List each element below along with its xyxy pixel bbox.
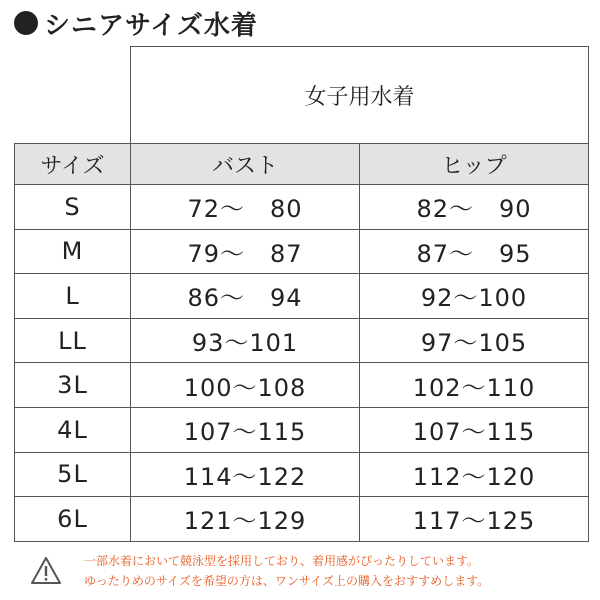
notice: [30, 548, 590, 594]
size-cell: 4L: [15, 407, 131, 452]
table-row: [15, 229, 589, 274]
hip-cell: 97～105: [360, 318, 589, 363]
size-cell: 5L: [15, 452, 131, 497]
bust-cell: 114～122: [131, 452, 360, 497]
hip-cell: 117～125: [360, 497, 589, 542]
table-row: [15, 363, 589, 408]
group-header: 女子用水着: [131, 47, 589, 144]
bullet-icon: [14, 11, 38, 35]
column-header-row: [15, 144, 589, 185]
bust-cell: 107～115: [131, 407, 360, 452]
table-row: [15, 185, 589, 230]
notice-line-1: 一部水着において競泳型を採用しており、着用感がぴったりしています。: [84, 554, 480, 568]
bust-cell: 93～101: [131, 318, 360, 363]
size-table: [14, 46, 589, 542]
hip-cell: 102～110: [360, 363, 589, 408]
size-cell: M: [15, 229, 131, 274]
size-cell: L: [15, 274, 131, 319]
size-cell: LL: [15, 318, 131, 363]
table-row: [15, 318, 589, 363]
table-row: [15, 452, 589, 497]
group-header-row: [15, 47, 589, 144]
size-cell: 6L: [15, 497, 131, 542]
page-title: [14, 6, 258, 40]
size-cell: 3L: [15, 363, 131, 408]
warning-icon: [30, 556, 62, 586]
blank-cell: [15, 47, 131, 144]
bust-cell: 79～ 87: [131, 229, 360, 274]
bust-cell: 72～ 80: [131, 185, 360, 230]
bust-cell: 121～129: [131, 497, 360, 542]
bust-cell: 100～108: [131, 363, 360, 408]
table-row: [15, 497, 589, 542]
table-row: [15, 407, 589, 452]
notice-text: [84, 551, 489, 591]
notice-line-2: ゆったりめのサイズを希望の方は、ワンサイズ上の購入をおすすめします。: [84, 574, 490, 588]
hip-cell: 82～ 90: [360, 185, 589, 230]
title-text: シニアサイズ水着: [44, 10, 258, 41]
table-row: [15, 274, 589, 319]
column-header-hip: ヒップ: [360, 144, 589, 185]
column-header-bust: バスト: [131, 144, 360, 185]
hip-cell: 107～115: [360, 407, 589, 452]
hip-cell: 87～ 95: [360, 229, 589, 274]
bust-cell: 86～ 94: [131, 274, 360, 319]
hip-cell: 112～120: [360, 452, 589, 497]
column-header-size: サイズ: [15, 144, 131, 185]
size-cell: S: [15, 185, 131, 230]
hip-cell: 92～100: [360, 274, 589, 319]
